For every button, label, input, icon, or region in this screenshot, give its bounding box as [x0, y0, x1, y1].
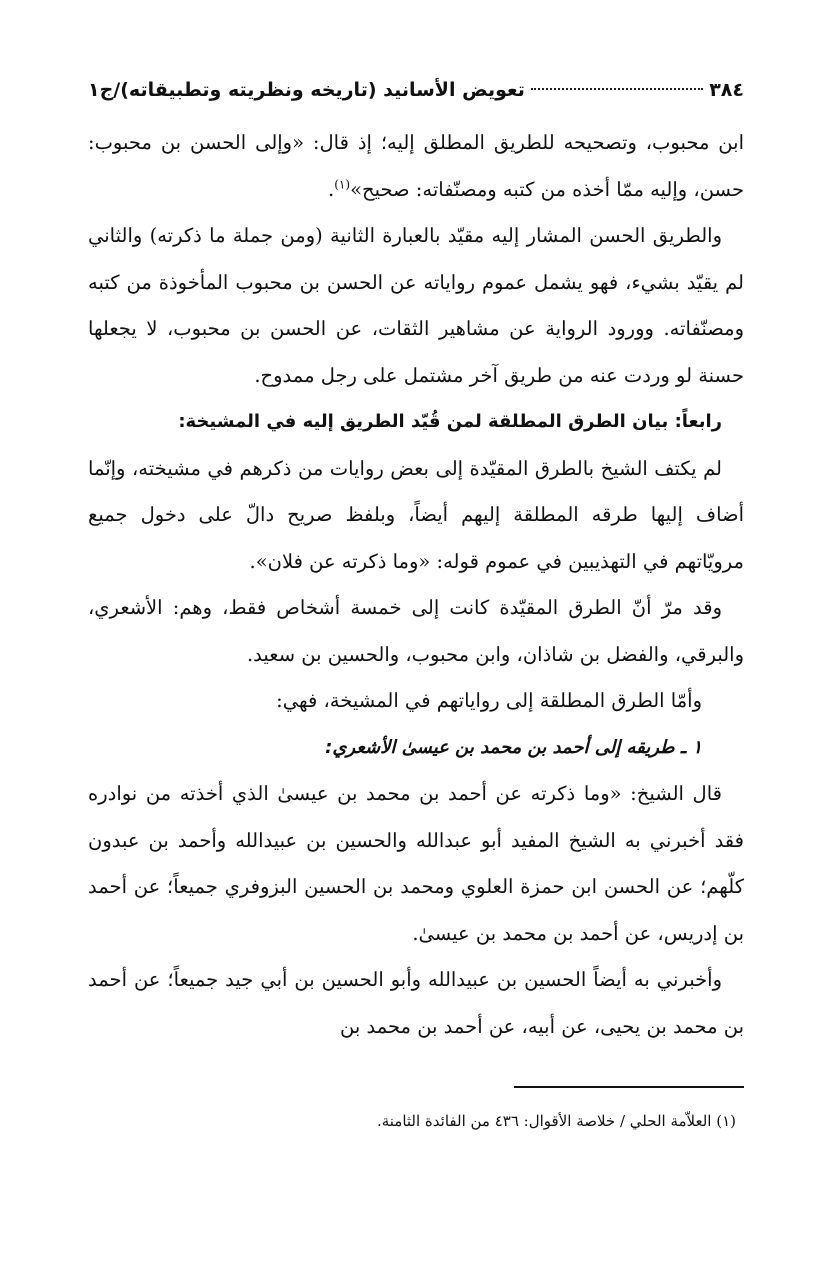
page: [88, 70, 744, 1050]
dot-leader: [531, 88, 703, 90]
paragraph-5: وأمّا الطرق المطلقة إلى رواياتهم في المشيخة، فهي:: [276, 689, 702, 712]
paragraph-4: وقد مرّ أنّ الطرق المقيّدة كانت إلى خمسة أشخاص فقط، وهم: الأشعري، والبرقي، والفضل بن شاذان، وابن محبوب، والحسين بن سعيد.: [88, 596, 744, 666]
paragraph-2: والطريق الحسن المشار إليه مقيّد بالعبارة الثانية (ومن جملة ما ذكرته) والثاني لم يقيّد بشيء، فهو يشمل عموم رواياته عن الحسن بن محبوب المأخوذة من كتبه ومصنّفاته. وورود الرواية عن مشاهير الثقات، عن الحسن بن محبوب، لا يجعلها حسنة لو وردت عنه من طريق آخر مشتمل على رجل ممدوح.: [88, 224, 745, 387]
paragraph-7: وأخبرني به أيضاً الحسين بن عبيدالله وأبو الحسين بن أبي جيد جميعاً؛ عن أحمد بن محمد بن يحيى، عن أبيه، عن أحمد بن محمد بن: [88, 968, 744, 1038]
body-text: [88, 120, 744, 1050]
page-number: ٣٨٤: [709, 79, 744, 101]
footnote: (١) العلاّمة الحلي / خلاصة الأقوال: ٤٣٦ من الفائدة الثامنة.: [376, 1112, 736, 1130]
footnote-ref: (١): [334, 177, 351, 191]
paragraph-6: قال الشيخ: «وما ذكرته عن أحمد بن محمد بن عيسىٰ الذي أخذته من نوادره فقد أخبرني به الشيخ المفيد أبو عبدالله والحسين بن عبيدالله وأحمد بن عبدون كلّهم؛ عن الحسن ابن حمزة العلوي ومحمد بن الحسين البزوفري جميعاً؛ عن أحمد بن إدريس، عن أحمد بن محمد بن عيسىٰ.: [88, 782, 744, 945]
paragraph-3: لم يكتف الشيخ بالطرق المقيّدة إلى بعض روايات من ذكرهم في مشيخته، وإنّما أضاف إليها طرقه المطلقة إليهم أيضاً، وبلفظ صريح دالّ على دخول جميع مرويّاتهم في التهذيبين في عموم قوله: «وما ذكرته عن فلان».: [88, 456, 744, 573]
paragraph-1: [88, 120, 744, 213]
paragraph-1-text: ابن محبوب، وتصحيحه للطريق المطلق إليه؛ إذ قال: «وإلى الحسن بن محبوب: حسن، وإليه ممّا أخذه من كتبه ومصنّفاته: صحيح»: [88, 131, 744, 201]
footnote-divider: [514, 1086, 744, 1088]
paragraph-1-end: .: [328, 177, 335, 201]
sub-heading: ١ ـ طريقه إلى أحمد بن محمد بن عيسىٰ الأشعري:: [325, 736, 702, 758]
running-title: تعويض الأسانيد (تاريخه ونظريته وتطبيقاته)/ج١: [88, 79, 525, 101]
section-heading: رابعاً: بيان الطرق المطلقة لمن قُيّد الطريق إليه في المشيخة:: [178, 411, 722, 432]
running-header: [88, 70, 744, 110]
